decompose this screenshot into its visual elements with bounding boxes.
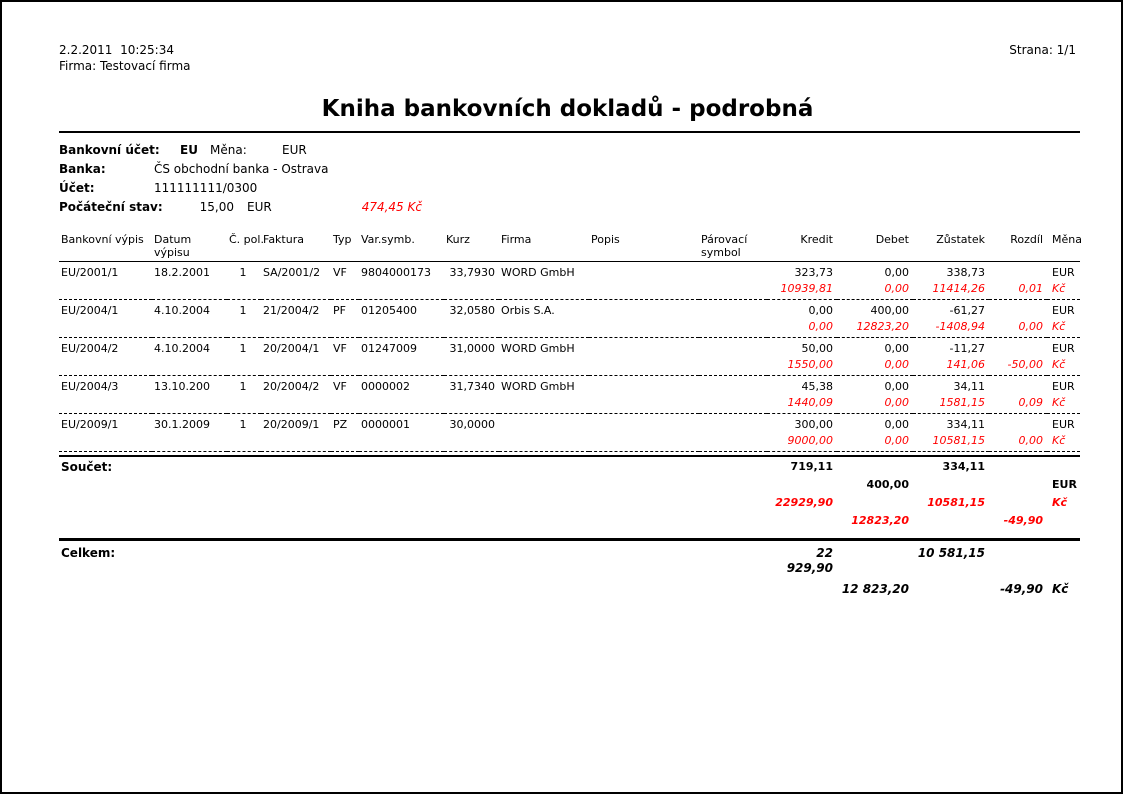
initial-state-amount-czk: 474,45 Kč — [361, 200, 422, 214]
initial-state-label: Počáteční stav: — [59, 200, 163, 214]
sum-debit-eur: 400,00 — [866, 478, 909, 491]
col-credit: Kredit — [767, 231, 837, 262]
cell-credit-eur: 300,00 — [794, 418, 833, 431]
cell-difference-czk: 0,00 — [989, 432, 1047, 452]
cell-balance-czk: 1581,15 — [913, 394, 989, 414]
col-firm: Firma — [499, 231, 589, 262]
sum-credit-czk: 22929,90 — [775, 496, 833, 509]
account-row-initial-state — [59, 198, 1076, 217]
cell-var-symbol: 0000001 — [361, 418, 410, 431]
cell-difference-eur — [989, 414, 1047, 433]
bank-account-label: Bankovní účet: — [59, 143, 160, 157]
table-row-czk — [59, 394, 1080, 414]
total-difference: -49,90 — [1000, 582, 1043, 596]
table-row-eur — [59, 376, 1080, 395]
account-row-number — [59, 179, 1076, 198]
table-rows — [59, 262, 1080, 452]
cell-bank-statement: EU/2001/1 — [61, 266, 119, 279]
cell-debit-eur: 0,00 — [884, 418, 909, 431]
cell-firm: Orbis S.A. — [501, 304, 555, 317]
cell-currency-czk: Kč — [1047, 280, 1080, 300]
cell-difference-czk: -50,00 — [989, 356, 1047, 376]
total-debit: 12 823,20 — [841, 582, 909, 596]
cell-invoice: 21/2004/2 — [263, 304, 320, 317]
table-row-czk — [59, 280, 1080, 300]
cell-type: VF — [333, 380, 347, 393]
col-statement-date: Datum výpisu — [152, 231, 227, 262]
cell-currency-czk: Kč — [1047, 432, 1080, 452]
account-row-bank-account — [59, 141, 1076, 160]
cell-var-symbol: 01247009 — [361, 342, 417, 355]
cell-bank-statement: EU/2009/1 — [61, 418, 119, 431]
cell-credit-eur: 45,38 — [801, 380, 833, 393]
bank-value: ČS obchodní banka - Ostrava — [154, 162, 329, 176]
col-invoice: Faktura — [261, 231, 331, 262]
cell-debit-czk: 0,00 — [837, 432, 913, 452]
table-row-czk — [59, 356, 1080, 376]
cell-statement-date: 13.10.200 — [154, 380, 210, 393]
cell-debit-eur: 0,00 — [884, 266, 909, 279]
cell-currency-eur: EUR — [1052, 266, 1075, 279]
table-header-row — [59, 231, 1080, 262]
col-item-number: Č. pol. — [227, 231, 261, 262]
cell-description — [589, 300, 699, 319]
cell-statement-date: 4.10.2004 — [154, 304, 210, 317]
col-pairing-symbol: Párovací symbol — [699, 231, 767, 262]
total-currency: Kč — [1052, 582, 1069, 596]
cell-item-number: 1 — [239, 342, 247, 355]
cell-balance-czk: 141,06 — [913, 356, 989, 376]
cell-type: VF — [333, 266, 347, 279]
cell-difference-eur — [989, 262, 1047, 281]
cell-type: PZ — [333, 418, 348, 431]
cell-currency-czk: Kč — [1047, 394, 1080, 414]
cell-description — [589, 338, 699, 357]
sum-row-eur-1 — [59, 457, 1080, 475]
cell-item-number: 1 — [239, 266, 247, 279]
cell-currency-eur: EUR — [1052, 342, 1075, 355]
cell-invoice: 20/2004/2 — [263, 380, 320, 393]
cell-balance-eur: 334,11 — [946, 418, 985, 431]
total-credit: 22 929,90 — [786, 546, 833, 575]
total-balance: 10 581,15 — [917, 546, 985, 560]
cell-currency-czk: Kč — [1047, 356, 1080, 376]
cell-description — [589, 414, 699, 433]
currency-value: EUR — [282, 143, 307, 157]
sum-balance-czk: 10581,15 — [927, 496, 985, 509]
table-summary — [59, 452, 1080, 599]
cell-balance-eur: 34,11 — [953, 380, 985, 393]
cell-difference-eur — [989, 300, 1047, 319]
col-difference: Rozdíl — [989, 231, 1047, 262]
cell-pairing-symbol — [699, 300, 767, 319]
cell-type: PF — [333, 304, 346, 317]
cell-balance-eur: 338,73 — [946, 266, 985, 279]
cell-var-symbol: 9804000173 — [361, 266, 431, 279]
cell-rate: 32,0580 — [449, 304, 495, 317]
cell-credit-czk: 1440,09 — [767, 394, 837, 414]
cell-invoice: 20/2004/1 — [263, 342, 320, 355]
cell-item-number: 1 — [239, 418, 247, 431]
cell-statement-date: 30.1.2009 — [154, 418, 210, 431]
cell-rate: 30,0000 — [449, 418, 495, 431]
cell-statement-date: 4.10.2004 — [154, 342, 210, 355]
cell-bank-statement: EU/2004/1 — [61, 304, 119, 317]
total-label: Celkem: — [61, 546, 116, 560]
cell-difference-czk: 0,01 — [989, 280, 1047, 300]
cell-debit-czk: 12823,20 — [837, 318, 913, 338]
total-row-2 — [59, 577, 1080, 598]
cell-currency-czk: Kč — [1047, 318, 1080, 338]
cell-bank-statement: EU/2004/2 — [61, 342, 119, 355]
col-var-symbol: Var.symb. — [359, 231, 444, 262]
page-number: Strana: 1/1 — [1009, 43, 1076, 57]
col-rate: Kurz — [444, 231, 499, 262]
cell-debit-czk: 0,00 — [837, 394, 913, 414]
title-rule — [59, 131, 1080, 133]
sum-currency-czk: Kč — [1052, 496, 1068, 509]
cell-difference-eur — [989, 338, 1047, 357]
cell-rate: 31,7340 — [449, 380, 495, 393]
cell-debit-eur: 400,00 — [870, 304, 909, 317]
cell-currency-eur: EUR — [1052, 380, 1075, 393]
bank-label: Banka: — [59, 162, 106, 176]
col-type: Typ — [331, 231, 359, 262]
cell-invoice: SA/2001/2 — [263, 266, 321, 279]
sum-balance-eur: 334,11 — [942, 460, 985, 473]
cell-difference-czk: 0,00 — [989, 318, 1047, 338]
sum-debit-czk: 12823,20 — [851, 514, 909, 527]
col-bank-statement: Bankovní výpis — [59, 231, 152, 262]
table-row-czk — [59, 432, 1080, 452]
sum-label: Součet: — [61, 460, 113, 474]
sum-currency-eur: EUR — [1052, 478, 1077, 491]
report-meta — [59, 42, 1076, 74]
cell-pairing-symbol — [699, 338, 767, 357]
table-row-eur — [59, 338, 1080, 357]
sum-row-czk-1 — [59, 493, 1080, 511]
initial-state-amount: 15,00 — [199, 200, 234, 214]
cell-credit-eur: 0,00 — [808, 304, 833, 317]
table-row-eur — [59, 300, 1080, 319]
cell-invoice: 20/2009/1 — [263, 418, 320, 431]
cell-difference-eur — [989, 376, 1047, 395]
account-info — [59, 141, 1076, 217]
cell-var-symbol: 0000002 — [361, 380, 410, 393]
cell-firm — [499, 414, 589, 433]
cell-pairing-symbol — [699, 262, 767, 281]
cell-currency-eur: EUR — [1052, 304, 1075, 317]
report-meta-left — [59, 42, 190, 74]
table-row-czk — [59, 318, 1080, 338]
bank-account-value: EU — [180, 143, 198, 157]
table-header — [59, 231, 1080, 262]
bank-documents-table — [59, 231, 1080, 598]
initial-state-currency: EUR — [247, 200, 272, 214]
cell-firm: WORD GmbH — [501, 380, 575, 393]
cell-balance-czk: 10581,15 — [913, 432, 989, 452]
cell-balance-czk: 11414,26 — [913, 280, 989, 300]
total-divider-row — [59, 529, 1080, 541]
cell-firm: WORD GmbH — [501, 266, 575, 279]
table-row-eur — [59, 414, 1080, 433]
report-datetime: 2.2.2011 10:25:34 — [59, 43, 174, 57]
cell-credit-czk: 10939,81 — [767, 280, 837, 300]
cell-type: VF — [333, 342, 347, 355]
cell-rate: 33,7930 — [449, 266, 495, 279]
cell-item-number: 1 — [239, 304, 247, 317]
sum-row-eur-2 — [59, 475, 1080, 493]
account-number-value: 111111111/0300 — [154, 181, 258, 195]
cell-bank-statement: EU/2004/3 — [61, 380, 119, 393]
cell-currency-eur: EUR — [1052, 418, 1075, 431]
report-firm: Firma: Testovací firma — [59, 59, 191, 73]
table-row-eur — [59, 262, 1080, 281]
cell-balance-eur: -61,27 — [949, 304, 985, 317]
col-description: Popis — [589, 231, 699, 262]
cell-credit-czk: 0,00 — [767, 318, 837, 338]
sum-credit-eur: 719,11 — [790, 460, 833, 473]
cell-credit-eur: 50,00 — [801, 342, 833, 355]
col-debit: Debet — [837, 231, 913, 262]
sum-difference-czk: -49,90 — [1003, 514, 1043, 527]
cell-pairing-symbol — [699, 376, 767, 395]
cell-debit-czk: 0,00 — [837, 356, 913, 376]
cell-firm: WORD GmbH — [501, 342, 575, 355]
cell-description — [589, 262, 699, 281]
cell-credit-czk: 1550,00 — [767, 356, 837, 376]
account-number-label: Účet: — [59, 181, 95, 195]
sum-row-czk-2 — [59, 511, 1080, 529]
account-row-bank — [59, 160, 1076, 179]
cell-item-number: 1 — [239, 380, 247, 393]
cell-statement-date: 18.2.2001 — [154, 266, 210, 279]
cell-debit-czk: 0,00 — [837, 280, 913, 300]
total-row-1 — [59, 541, 1080, 577]
cell-difference-czk: 0,09 — [989, 394, 1047, 414]
report-title: Kniha bankovních dokladů - podrobná — [321, 96, 814, 122]
cell-balance-czk: -1408,94 — [913, 318, 989, 338]
cell-description — [589, 376, 699, 395]
cell-pairing-symbol — [699, 414, 767, 433]
col-currency: Měna — [1047, 231, 1080, 262]
currency-label: Měna: — [210, 143, 247, 157]
col-balance: Zůstatek — [913, 231, 989, 262]
cell-debit-eur: 0,00 — [884, 342, 909, 355]
cell-rate: 31,0000 — [449, 342, 495, 355]
cell-credit-eur: 323,73 — [794, 266, 833, 279]
cell-credit-czk: 9000,00 — [767, 432, 837, 452]
cell-balance-eur: -11,27 — [949, 342, 985, 355]
cell-debit-eur: 0,00 — [884, 380, 909, 393]
report-body — [2, 42, 1121, 598]
cell-var-symbol: 01205400 — [361, 304, 417, 317]
